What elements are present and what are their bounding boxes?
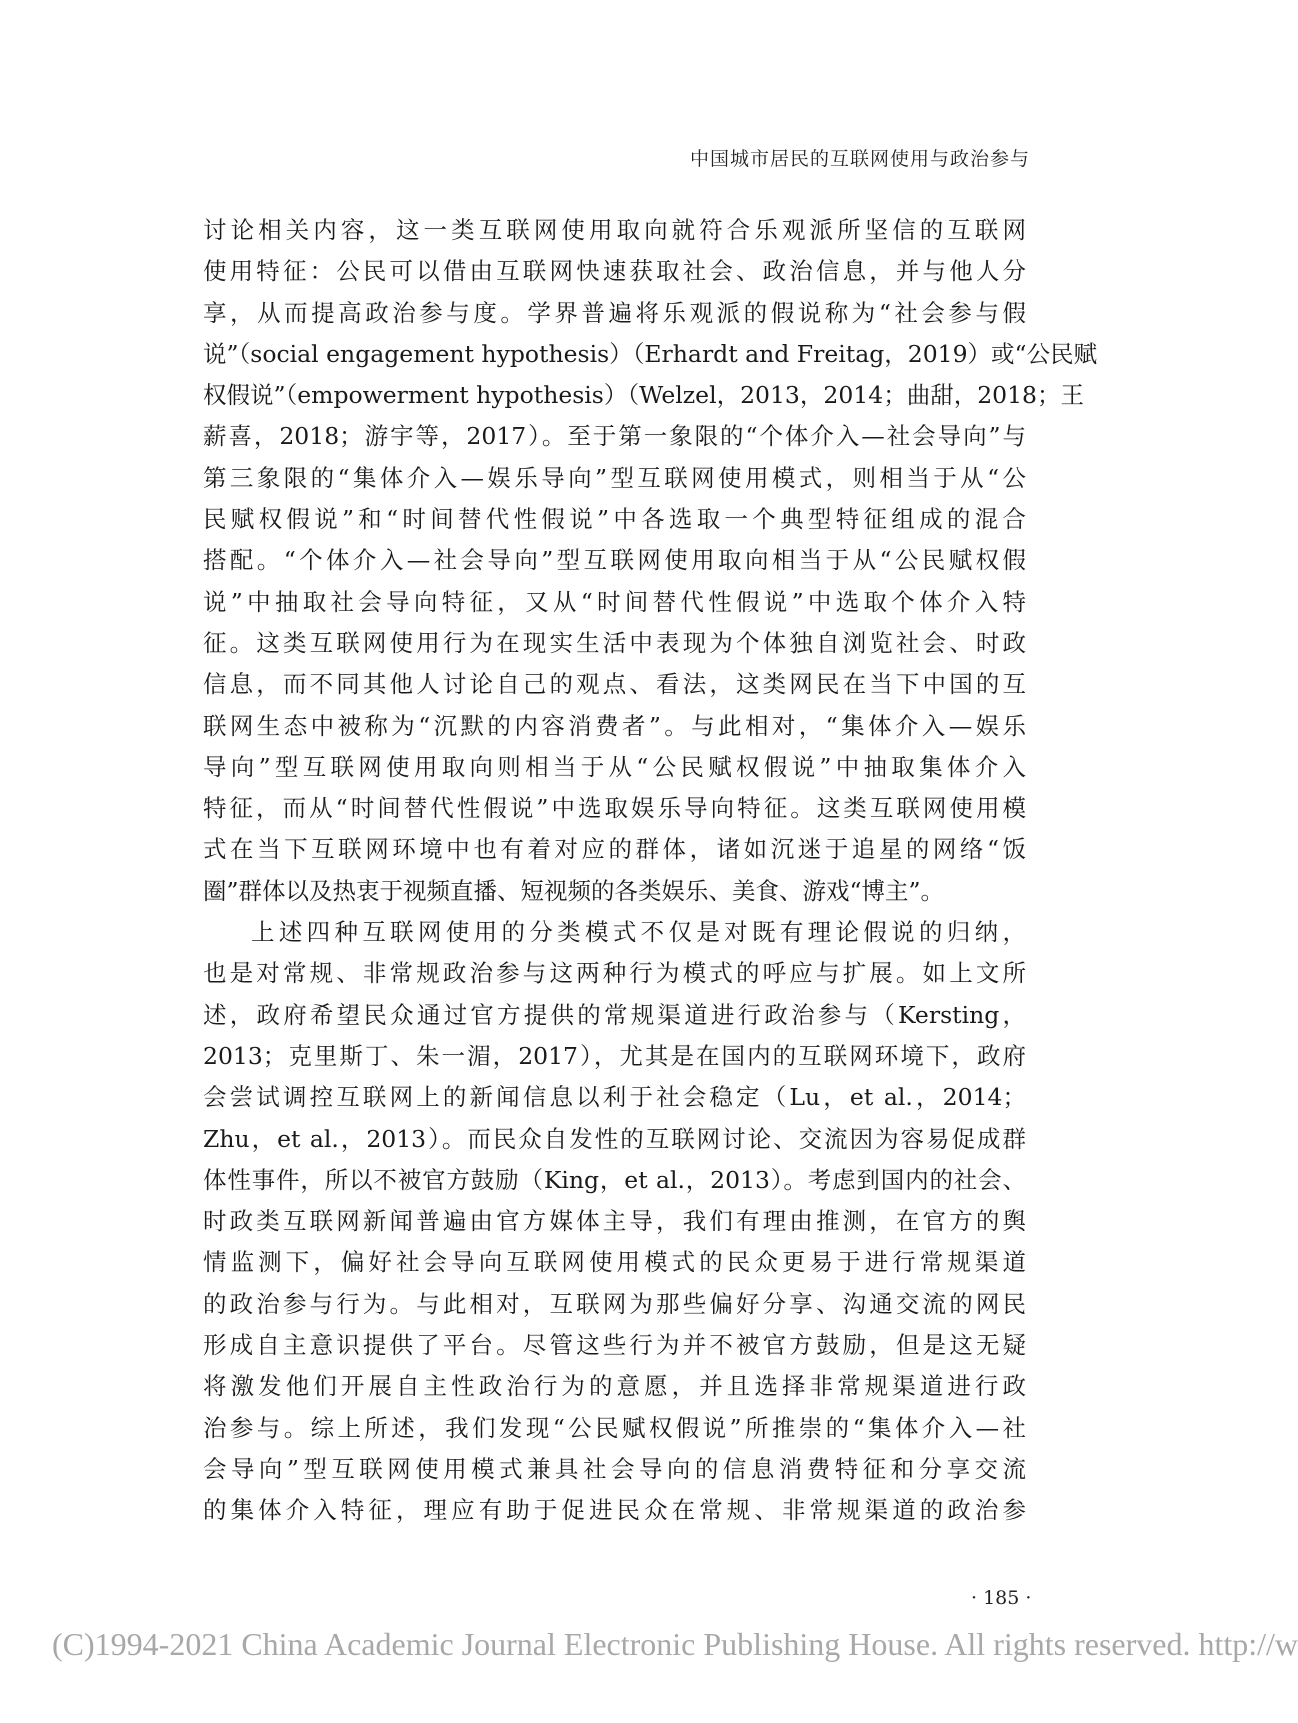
text-line: 述，政府希望民众通过官方提供的常规渠道进行政治参与（Kersting， [203, 1000, 1026, 1029]
text-line: 信息，而不同其他人讨论自己的观点、看法，这类网民在当下中国的互 [203, 670, 1026, 699]
text-line: 联网生态中被称为“沉默的内容消费者”。与此相对，“集体介入—娱乐 [203, 711, 1026, 740]
text-line: 将激发他们开展自主性政治行为的意愿，并且选择非常规渠道进行政 [203, 1372, 1026, 1401]
text-line: 形成自主意识提供了平台。尽管这些行为并不被官方鼓励，但是这无疑 [203, 1331, 1026, 1360]
text-line: 圈”群体以及热衷于视频直播、短视频的各类娱乐、美食、游戏“博主”。 [203, 876, 945, 905]
text-line: 体性事件，所以不被官方鼓励（King，et al.，2013）。考虑到国内的社会、 [203, 1165, 1026, 1194]
paragraph-2 [203, 912, 1026, 1531]
text-line: 使用特征：公民可以借由互联网快速获取社会、政治信息，并与他人分 [203, 257, 1026, 286]
text-line: 会导向”型互联网使用模式兼具社会导向的信息消费特征和分享交流 [203, 1454, 1026, 1483]
text-line: 情监测下，偏好社会导向互联网使用模式的民众更易于进行常规渠道 [203, 1248, 1026, 1277]
text-line: 导向”型互联网使用取向则相当于从“公民赋权假说”中抽取集体介入 [203, 752, 1026, 781]
page-body [203, 210, 1098, 1532]
text-line: 也是对常规、非常规政治参与这两种行为模式的呼应与扩展。如上文所 [203, 959, 1026, 988]
text-line: 的集体介入特征，理应有助于促进民众在常规、非常规渠道的政治参 [203, 1496, 1026, 1525]
text-line: 第三象限的“集体介入—娱乐导向”型互联网使用模式，则相当于从“公 [203, 463, 1026, 492]
text-line: 会尝试调控互联网上的新闻信息以利于社会稳定（Lu，et al.，2014； [203, 1083, 1026, 1112]
text-line: 薪喜，2018；游宇等，2017）。至于第一象限的“个体介入—社会导向”与 [203, 422, 1026, 451]
running-header: 中国城市居民的互联网使用与政治参与 [689, 148, 1030, 170]
text-line: 征。这类互联网使用行为在现实生活中表现为个体独自浏览社会、时政 [203, 628, 1026, 657]
text-line: 搭配。“个体介入—社会导向”型互联网使用取向相当于从“公民赋权假 [203, 546, 1026, 575]
text-line: 时政类互联网新闻普遍由官方媒体主导，我们有理由推测，在官方的舆 [203, 1207, 1026, 1236]
text-line: 权假说”（empowerment hypothesis）（Welzel，2013，2014；曲甜，2018；王 [203, 381, 1084, 410]
text-line: 特征，而从“时间替代性假说”中选取娱乐导向特征。这类互联网使用模 [203, 794, 1026, 823]
text-line: 民赋权假说”和“时间替代性假说”中各选取一个典型特征组成的混合 [203, 505, 1026, 534]
text-line: 说”（social engagement hypothesis）（Erhardt and Freitag，2019）或“公民赋 [203, 339, 1098, 368]
paragraph-1 [203, 210, 1098, 912]
page-number: · 185 · [971, 1587, 1032, 1609]
text-line: 的政治参与行为。与此相对，互联网为那些偏好分享、沟通交流的网民 [203, 1289, 1026, 1318]
text-line: 享，从而提高政治参与度。学界普遍将乐观派的假说称为“社会参与假 [203, 298, 1026, 327]
text-line: 上述四种互联网使用的分类模式不仅是对既有理论假说的归纳， [251, 918, 1026, 947]
text-line: 治参与。综上所述，我们发现“公民赋权假说”所推崇的“集体介入—社 [203, 1413, 1026, 1442]
text-line: 说”中抽取社会导向特征，又从“时间替代性假说”中选取个体介入特 [203, 587, 1026, 616]
text-line: Zhu，et al.，2013）。而民众自发性的互联网讨论、交流因为容易促成群 [203, 1124, 1026, 1153]
text-line: 2013；克里斯丁、朱一湄，2017），尤其是在国内的互联网环境下，政府 [203, 1041, 1026, 1070]
text-line: 讨论相关内容，这一类互联网使用取向就符合乐观派所坚信的互联网 [203, 216, 1026, 244]
text-line: 式在当下互联网环境中也有着对应的群体，诸如沉迷于追星的网络“饭 [203, 835, 1026, 864]
copyright-footer: (C)1994-2021 China Academic Journal Electronic Publishing House. All rights reserved. http://w [52, 1626, 1298, 1662]
